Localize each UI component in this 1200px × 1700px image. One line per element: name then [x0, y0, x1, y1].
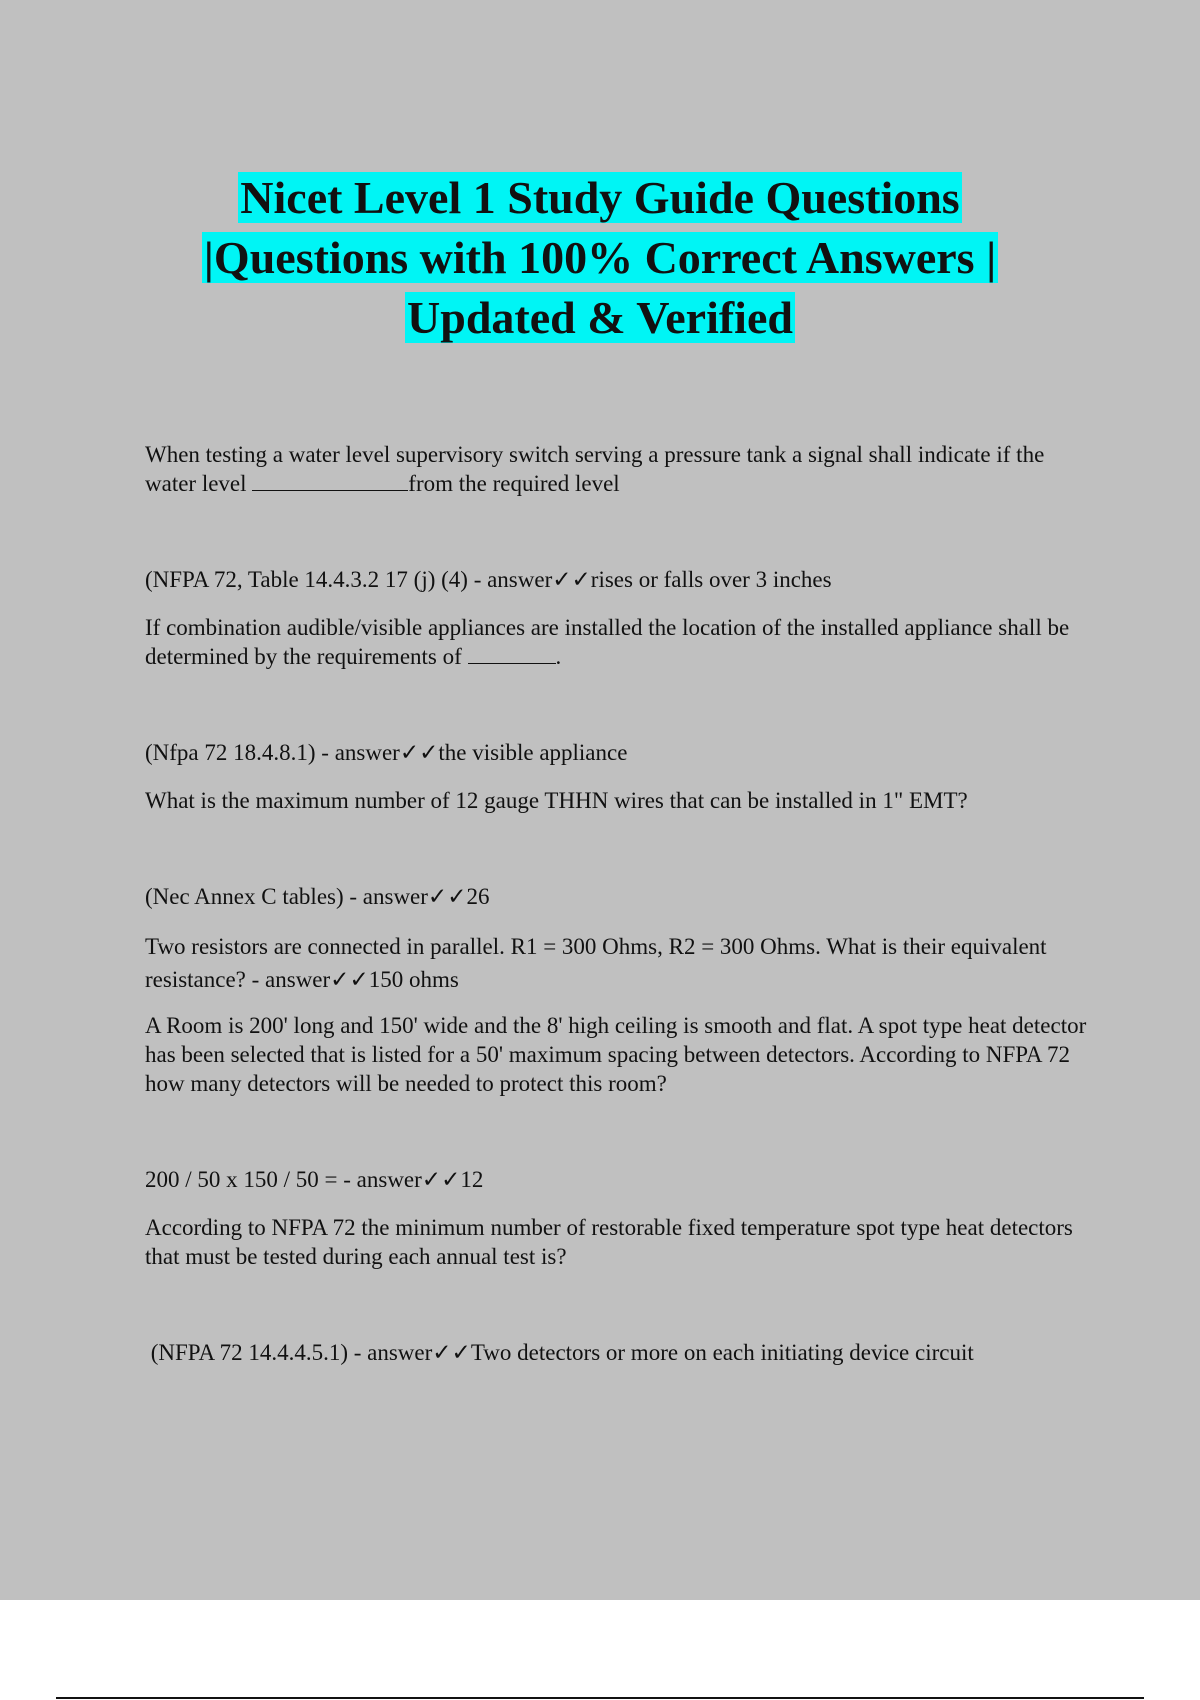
question-5: A Room is 200' long and 150' wide and the 8' high ceiling is smooth and flat. A spot type heat detector has been selected that is listed for a 50' maximum spacing between detectors. According to NFPA 72 how many detectors will be needed to protect this room? [145, 1013, 1087, 1096]
answer-blank [468, 645, 556, 664]
title-line-3: Updated & Verified [407, 292, 793, 343]
answer-blank [252, 472, 408, 491]
question-2: If combination audible/visible appliances are installed the location of the installed appliance shall be determined by the requirements of . [145, 615, 1070, 669]
answer-6: (NFPA 72 14.4.4.5.1) - answer✓✓Two detectors or more on each initiating device circuit [145, 1340, 974, 1365]
answer-3: (Nec Annex C tables) - answer✓✓26 [145, 884, 490, 909]
question-1: When testing a water level supervisory switch serving a pressure tank a signal shall indicate if the water level from the required level [145, 442, 1045, 496]
document-title [0, 168, 1200, 348]
question-4: Two resistors are connected in parallel. R1 = 300 Ohms, R2 = 300 Ohms. What is their equivalent resistance? - answer✓✓150 ohms [145, 934, 1047, 992]
answer-5: 200 / 50 x 150 / 50 = - answer✓✓12 [145, 1167, 484, 1192]
answer-1: (NFPA 72, Table 14.4.3.2 17 (j) (4) - answer✓✓rises or falls over 3 inches [145, 567, 832, 592]
qa-list [145, 440, 1095, 1367]
question-6: According to NFPA 72 the minimum number of restorable fixed temperature spot type heat detectors that must be tested during each annual test is? [145, 1215, 1073, 1269]
question-3: What is the maximum number of 12 gauge THHN wires that can be installed in 1" EMT? [145, 788, 968, 813]
answer-2: (Nfpa 72 18.4.8.1) - answer✓✓the visible appliance [145, 740, 628, 765]
title-line-2: |Questions with 100% Correct Answers | [203, 232, 997, 283]
title-line-1: Nicet Level 1 Study Guide Questions [240, 172, 960, 223]
footer-divider [56, 1697, 1144, 1699]
